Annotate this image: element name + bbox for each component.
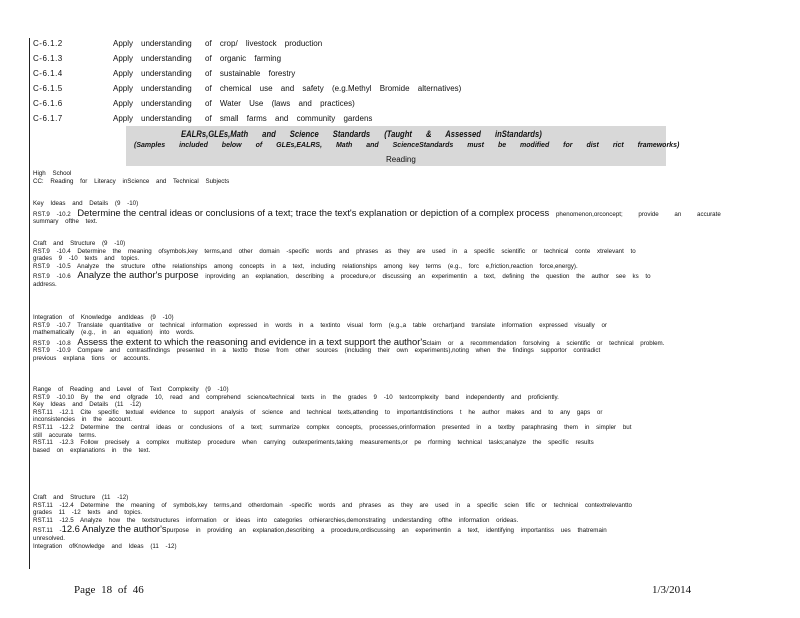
standard-line: RST.9 -10.5 Analyze the structure ofthe relationships among concepts in a text, including relationships among key terms (e.g., forc e,friction,reaction force,energy).: [33, 262, 578, 270]
standard-description: of organic farming: [205, 54, 282, 63]
key-ideas-block: [33, 200, 768, 226]
standard-id: RST.11 -: [33, 527, 62, 535]
standard-verb: Apply: [113, 54, 134, 63]
standard-line: mathematically (e.g., in an equation) into words.: [33, 329, 195, 337]
standards-banner: [126, 126, 680, 166]
standard-verb: Apply: [113, 69, 134, 78]
craft-structure-11-12-block: [33, 494, 768, 550]
intro-block: [33, 170, 768, 185]
block-heading: Integration ofKnowledge and Ideas (11 -12): [33, 542, 177, 550]
banner-heading: EALRs,GLEs,Math and Science Standards (Taught & Assessed inStandards): [181, 129, 542, 139]
standard-line: RST.9 -10.9 Compare and contrastfindings presented in a textto those from other sources (including their own experiments),noting when the findings supportor contradict: [33, 347, 601, 355]
standard-line: inconsistencies in the account.: [33, 416, 132, 424]
standard-line: [33, 337, 768, 348]
standard-emphasis: 12.6 Analyze the author's: [61, 524, 167, 535]
standard-code: C-6.1.6: [33, 99, 63, 108]
left-margin-rule: [29, 38, 30, 569]
block-heading: Craft and Structure (11 -12): [33, 494, 129, 501]
standard-emphasis: Assess the extent to which the reasoning and evidence in a text support the author's: [77, 336, 427, 347]
standard-line: RST.9 -10.4 Determine the meaning ofsymbols,key terms,and other domain -specific words and phrases as they are used in a specific scientific or technical conte xtrelevant to: [33, 247, 636, 255]
block-heading: High School: [33, 170, 72, 177]
standard-noun: understanding: [141, 39, 192, 48]
standard-line: RST.9 -10.7 Translate quantitative or technical information expressed in words in a textinto visual form (e.g.,a table orchart)and translate information expressed visually or: [33, 321, 607, 329]
block-heading: CC: Reading for Literacy inScience and Technical Subjects: [33, 177, 230, 185]
standard-line: still accurate terms.: [33, 431, 97, 439]
standard-noun: understanding: [141, 99, 192, 108]
standard-id: RST.9 -10.2: [33, 210, 78, 218]
standard-verb: Apply: [113, 39, 134, 48]
standard-text: purpose in providing an explanation,describing a procedure,ordiscussing an experimentin a text, identifying importantiss ues thatremain: [166, 527, 607, 535]
banner-section-title: Reading: [386, 155, 416, 164]
standard-description: of crop/ livestock production: [205, 39, 323, 48]
footer-date: 1/3/2014: [652, 584, 692, 596]
standard-line: RST.11 -12.3 Follow precisely a complex multistep procedure when carrying outexperiments,taking measurements,or pe rforming technical tasks;analyze the specific results: [33, 439, 594, 447]
standard-code: C-6.1.4: [33, 69, 63, 78]
block-heading: Key Ideas and Details (9 -10): [33, 200, 139, 207]
standard-description: of Water Use (laws and practices): [205, 99, 355, 108]
standard-line: [33, 208, 768, 219]
standard-verb: Apply: [113, 84, 134, 93]
standard-id: RST.9 -10.6: [33, 273, 78, 281]
standard-line: RST.9 -10.10 By the end ofgrade 10, read and comprehend science/technical texts in the grades 9 -10 textcomplexity band independently and proficiently.: [33, 393, 559, 401]
block-heading: Key Ideas and Details (11 -12): [33, 401, 142, 409]
standard-noun: understanding: [141, 114, 192, 123]
standard-noun: understanding: [141, 54, 192, 63]
block-heading: Craft and Structure (9 -10): [33, 240, 126, 247]
standard-line: RST.11 -12.1 Cite specific textual evidence to support analysis of science and technical texts,attending to importantdistinctions t he author makes and to any gaps or: [33, 408, 603, 416]
standard-line: grades 9 -10 texts and topics.: [33, 255, 140, 263]
standard-description: of small farms and community gardens: [205, 114, 373, 123]
standard-line: summary ofthe text.: [33, 218, 98, 226]
standard-line: based on explanations in the text.: [33, 446, 151, 454]
standard-id: RST.9 -10.8: [33, 339, 78, 347]
standard-text: inproviding an explanation, describing a procedure,or discussing an experimentin a text, defining the question the author see ks to: [198, 273, 651, 281]
standard-verb: Apply: [113, 99, 134, 108]
standard-line: grades 11 -12 texts and topics.: [33, 509, 143, 517]
standard-verb: Apply: [113, 114, 134, 123]
standard-code: C-6.1.2: [33, 39, 63, 48]
standard-line: previous explana tions or accounts.: [33, 354, 150, 362]
craft-structure-block: [33, 240, 768, 289]
range-reading-block: [33, 386, 768, 454]
standard-code: C-6.1.7: [33, 114, 63, 123]
standard-description: of sustainable forestry: [205, 69, 296, 78]
block-heading: Range of Reading and Level of Text Complexity (9 -10): [33, 386, 229, 393]
standard-code: C-6.1.5: [33, 84, 63, 93]
standard-emphasis: Determine the central ideas or conclusions of a text; trace the text's explanation or depiction of a complex process: [77, 207, 550, 218]
standard-line: RST.11 -12.5 Analyze how the textstructures information or ideas into categories orhierarchies,demonstrating understanding ofthe information orideas.: [33, 516, 519, 524]
standard-emphasis: Analyze the author's purpose: [77, 270, 199, 281]
standard-text: claim or a recommendation forsolving a scientific or technical problem.: [426, 339, 665, 347]
standard-line: RST.11 -12.2 Determine the central ideas or conclusions of a text; summarize complex concepts, processes,orinformation presented in a textby paraphrasing them in simpler but: [33, 423, 632, 431]
standard-text: phenomenon,orconcept; provide an accurate: [555, 210, 721, 218]
standard-noun: understanding: [141, 84, 192, 93]
banner-subheading: (Samples included below of GLEs,EALRS, Math and ScienceStandards must be modified for dist rict frameworks): [134, 142, 680, 149]
page-number: Page 18 of 46: [74, 584, 144, 596]
standard-line: address.: [33, 280, 57, 288]
standard-noun: understanding: [141, 69, 192, 78]
standard-line: [33, 524, 768, 535]
standard-description: of chemical use and safety (e.g.Methyl Bromide alternatives): [205, 84, 462, 93]
standard-line: unresolved.: [33, 534, 65, 542]
standard-code: C-6.1.3: [33, 54, 63, 63]
block-heading: Integration of Knowledge andIdeas (9 -10): [33, 314, 174, 321]
standard-line: RST.11 -12.4 Determine the meaning of symbols,key terms,and otherdomain -specific words and phrases as they are used in a specific scien tific or technical contextrelevantto: [33, 501, 632, 509]
integration-block: [33, 314, 768, 363]
standard-line: [33, 270, 768, 281]
